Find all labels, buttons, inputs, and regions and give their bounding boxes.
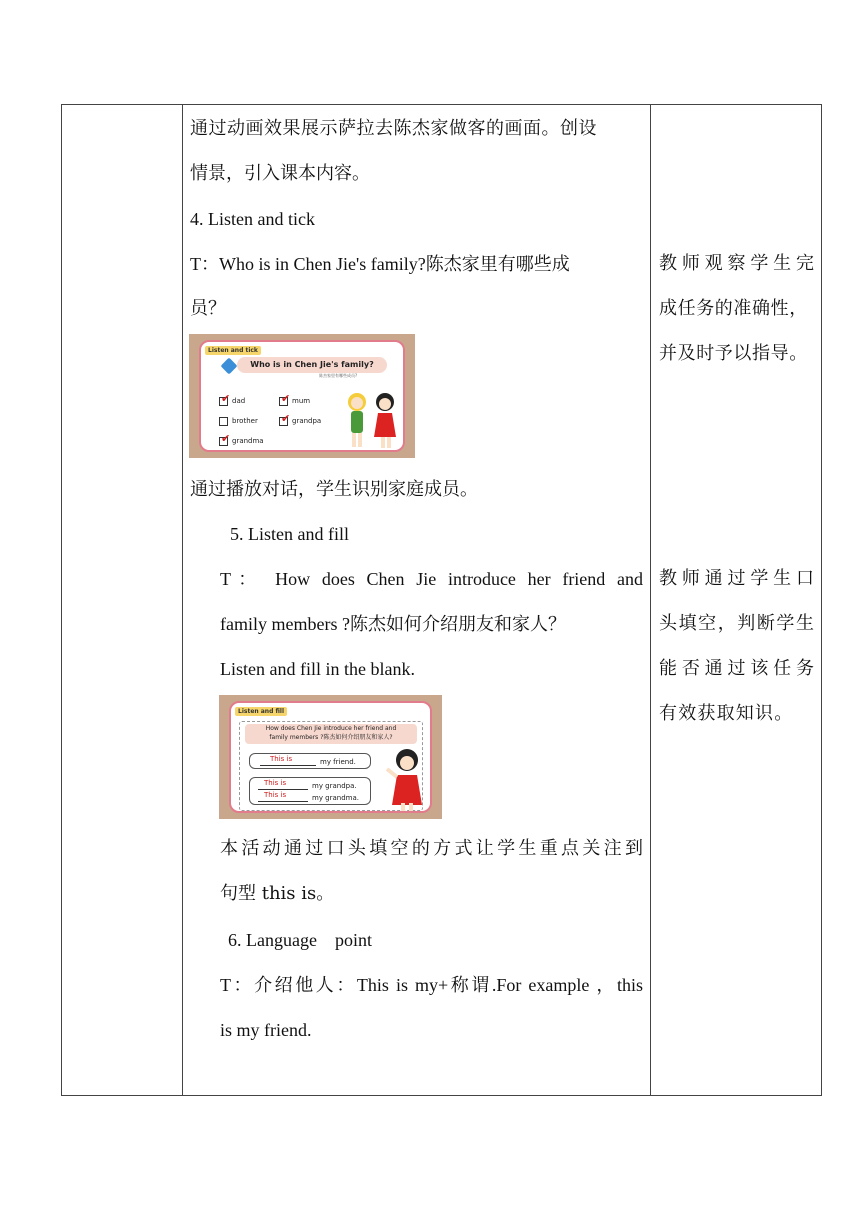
fill-answer-3: This is [264,791,287,799]
slide-panel [199,340,405,452]
step6-line-2: is my friend. [220,1020,312,1040]
slide-subtitle: 陈杰家里有哪些成员? [319,373,358,378]
teacher-note-2-line-3: 能否通过该任务 [659,658,814,679]
tick-icon: ✔ [281,412,291,425]
tick-icon: ✔ [221,392,231,405]
step5-note-line-2: 句型 this is。 [220,883,335,904]
slide-tag: Listen and fill [235,707,287,716]
step4-question-line-2: 员？ [190,298,226,319]
column-divider-1 [182,105,183,1095]
fill-rest-3: my grandma. [312,794,360,802]
option-mum: mum [292,397,311,405]
slide-panel [229,701,432,813]
blank-line [260,765,316,766]
speech-bubble-2 [249,777,371,805]
slide-question: Who is in Chen Jie's family? [237,357,387,373]
checkbox-grandma [219,432,231,446]
teacher-note-1-line-3: 并及时予以指导。 [659,343,808,364]
listen-and-tick-slide [189,334,415,458]
tick-icon: ✔ [221,432,231,445]
teacher-note-1-line-1: 教师观察学生完 [659,253,814,274]
step6-line-1: T：介绍他人：This is my+称谓.For example ，this [220,975,643,995]
step5-question-line-3: Listen and fill in the blank. [220,659,415,679]
slide-tag: Listen and tick [205,346,261,355]
checkbox-grandpa [279,412,291,426]
checkbox-dad [219,392,231,406]
step5-question-line-1: T： How does Chen Jie introduce her friend and [220,569,643,589]
question-line-2: family members ?陈杰如何介绍朋友和家人? [269,734,393,741]
pin-icon [221,358,238,375]
option-dad: dad [232,397,246,405]
fill-answer-2: This is [264,779,287,787]
step5-question-line-2: family members ?陈杰如何介绍朋友和家人？ [220,614,566,634]
step4-question-line-1: T：Who is in Chen Jie's family?陈杰家里有哪些成 [190,254,570,274]
teacher-note-2-line-1: 教师通过学生口 [659,568,814,589]
teacher-note-2-line-2: 头填空，判断学生 [659,613,814,634]
step6-title: 6. Language point [228,930,372,950]
teacher-note-2-line-4: 有效获取知识。 [659,703,794,724]
blank-line [258,789,308,790]
blank-line [258,801,308,802]
checkbox-brother [219,417,228,426]
tick-icon: ✔ [281,392,291,405]
option-grandpa: grandpa [292,417,322,425]
option-grandma: grandma [232,437,264,445]
children-illustration [341,386,403,450]
intro-line-2: 情景，引入课本内容。 [190,163,370,184]
fill-answer-1: This is [270,755,293,763]
column-divider-2 [650,105,651,1095]
question-line-1: How does Chen Jie introduce her friend and [265,725,397,732]
intro-line-1: 通过动画效果展示萨拉去陈杰家做客的画面。创设 [190,118,597,139]
step4-note: 通过播放对话，学生识别家庭成员。 [190,479,478,500]
teacher-note-1-line-2: 成任务的准确性， [659,298,808,319]
chen-jie-illustration [383,745,429,811]
fill-rest-1: my friend. [320,758,356,766]
step4-title: 4. Listen and tick [190,209,315,229]
checkbox-mum [279,392,291,406]
fill-rest-2: my grandpa. [312,782,357,790]
option-brother: brother [232,417,258,425]
slide-question [245,724,417,744]
step5-note-line-1: 本活动通过口头填空的方式让学生重点关注到 [220,838,643,859]
speech-bubble-1 [249,753,371,769]
listen-and-fill-slide [219,695,442,819]
step5-title: 5. Listen and fill [230,524,349,544]
